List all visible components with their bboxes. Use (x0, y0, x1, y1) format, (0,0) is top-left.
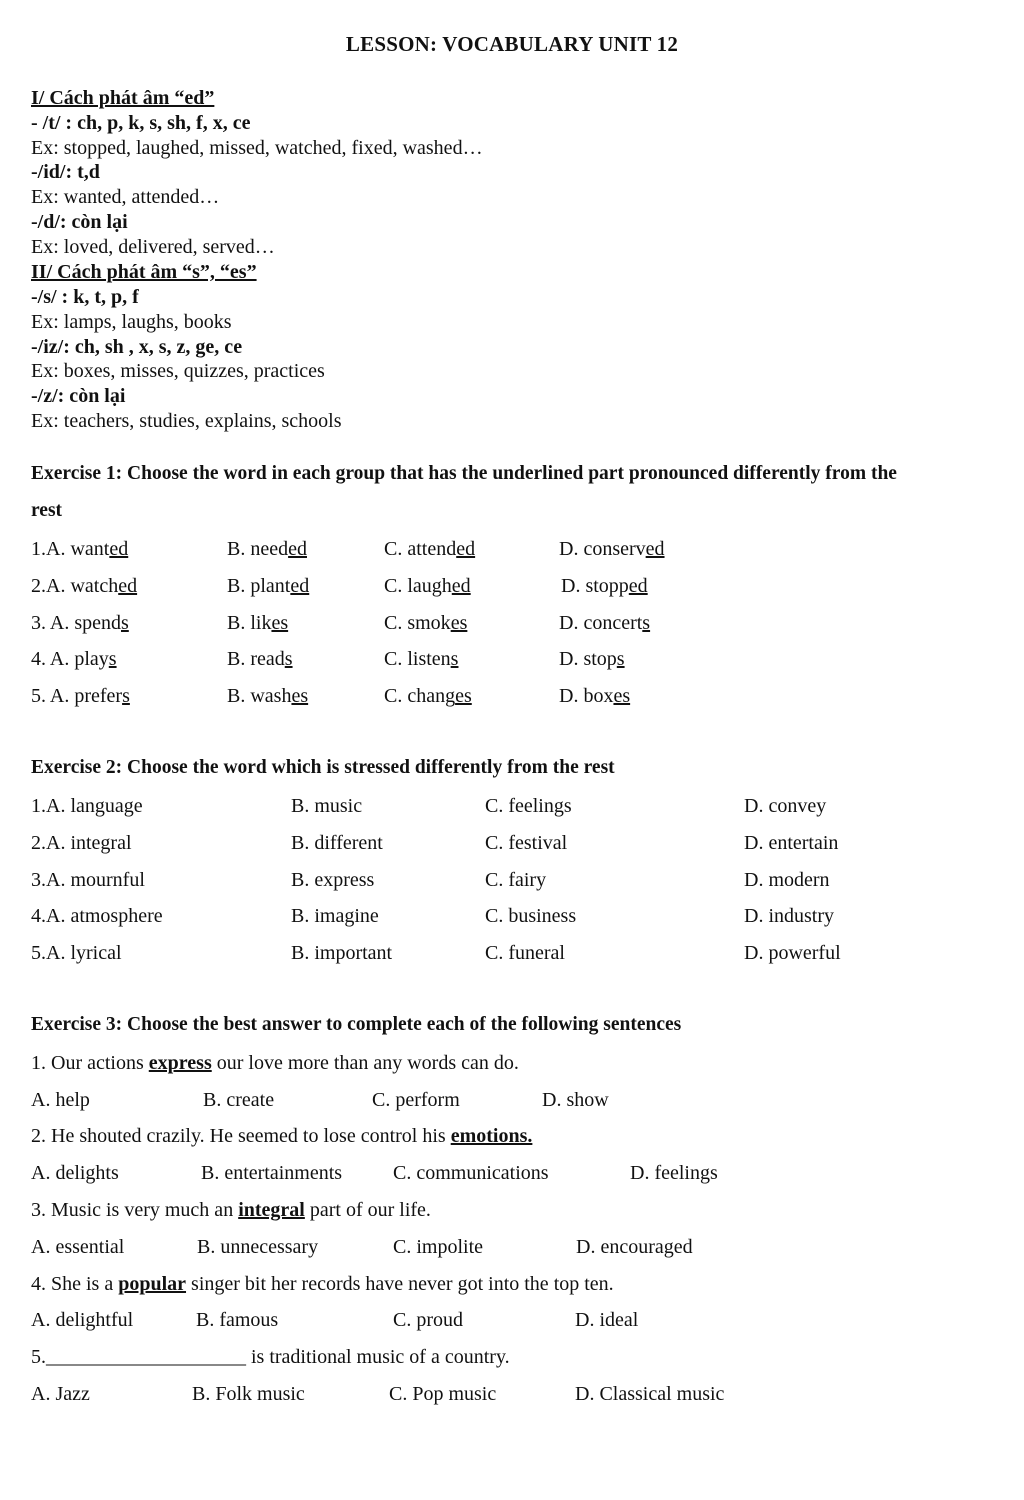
underlined-part: s (284, 648, 293, 671)
ex2-q1-option-d[interactable]: D. convey (744, 795, 827, 817)
underlined-part: es (450, 611, 468, 634)
ex3-q4-option-a[interactable]: A. delightful (31, 1309, 134, 1331)
s-z-label: -/z/: còn lại (31, 385, 126, 407)
question-5-post: is traditional music of a country. (246, 1346, 510, 1368)
question-2-keyword: emotions. (450, 1125, 533, 1147)
question-4-pre: 4. She is a (31, 1273, 119, 1295)
ex3-q3-option-a[interactable]: A. essential (31, 1236, 125, 1258)
exercise1-heading: Exercise 1: Choose the word in each group that has the underlined part pronounced differently from the (31, 463, 897, 484)
ex1-q4-option-a[interactable] (31, 647, 117, 671)
underlined-part: ed (118, 574, 138, 597)
question-5-blank: ____________________ (46, 1346, 246, 1368)
question-2-pre: 2. He shouted crazily. He seemed to lose control his (31, 1125, 451, 1147)
question-2 (31, 1124, 532, 1148)
underlined-part: ed (456, 538, 476, 560)
ex2-q2-option-d[interactable]: D. entertain (744, 831, 839, 854)
option-word: B. need (227, 538, 289, 560)
ex1-q2-option-c[interactable] (384, 574, 471, 598)
ex3-q5-option-b[interactable]: B. Folk music (192, 1383, 305, 1405)
underlined-part: es (613, 685, 631, 708)
ex2-q4-option-d[interactable]: D. industry (744, 905, 834, 928)
ex1-q1-option-a[interactable] (31, 537, 128, 561)
option-word: B. lik (227, 611, 272, 634)
question-3-keyword: integral (238, 1199, 305, 1221)
ex1-q2-option-a[interactable] (31, 574, 137, 598)
ex3-q1-option-d[interactable]: D. show (542, 1089, 609, 1111)
question-3-post: part of our life. (304, 1199, 431, 1221)
ex3-q1-option-c[interactable]: C. perform (372, 1089, 460, 1111)
ex1-q3-option-a[interactable] (31, 611, 129, 635)
option-word: C. listen (384, 648, 451, 671)
underlined-part: s (642, 611, 651, 634)
option-word: B. wash (227, 685, 292, 708)
ex3-q4-option-c[interactable]: C. proud (393, 1309, 463, 1331)
ex2-q3-option-c[interactable]: C. fairy (485, 868, 547, 891)
s-s-example: Ex: lamps, laughs, books (31, 311, 232, 333)
ex3-q4-option-b[interactable]: B. famous (196, 1309, 279, 1331)
ex3-q5-option-c[interactable]: C. Pop music (389, 1383, 497, 1405)
ed-id-label: -/id/: t,d (31, 161, 100, 183)
underlined-part: s (108, 648, 117, 671)
question-1-post: our love more than any words can do. (211, 1052, 519, 1074)
option-word: D. box (559, 685, 614, 708)
ex2-q4-option-a[interactable]: 4.A. atmosphere (31, 905, 163, 928)
ex1-q4-option-d[interactable] (559, 647, 625, 671)
ex1-q1-option-d[interactable] (559, 537, 665, 561)
ex3-q2-option-a[interactable]: A. delights (31, 1162, 119, 1184)
underlined-part: es (271, 611, 289, 634)
question-3 (31, 1198, 431, 1222)
ex1-q4-option-c[interactable] (384, 647, 458, 671)
s-s-label: -/s/ : k, t, p, f (31, 286, 139, 308)
option-word: 3. A. spend (31, 611, 121, 634)
ex3-q2-option-b[interactable]: B. entertainments (201, 1162, 343, 1184)
ex2-q2-option-a[interactable]: 2.A. integral (31, 831, 132, 854)
question-4 (31, 1272, 614, 1296)
underlined-part: ed (288, 538, 307, 560)
ex3-q3-option-b[interactable]: B. unnecessary (197, 1236, 319, 1258)
ex2-q4-option-b[interactable]: B. imagine (291, 905, 379, 928)
option-word: D. conserv (559, 538, 646, 560)
underlined-part: s (122, 685, 130, 708)
ed-d-example: Ex: loved, delivered, served… (31, 236, 275, 258)
ed-id-example: Ex: wanted, attended… (31, 186, 220, 208)
option-word: 4. A. play (31, 648, 109, 671)
ex3-q5-option-d[interactable]: D. Classical music (575, 1383, 725, 1405)
ex1-q4-option-b[interactable] (227, 647, 293, 671)
underlined-part: ed (628, 574, 648, 597)
ex1-q1-option-c[interactable] (384, 537, 475, 561)
ex2-q5-option-b[interactable]: B. important (291, 942, 393, 965)
exercise2-heading: Exercise 2: Choose the word which is stressed differently from the rest (31, 757, 615, 778)
ex2-q1-option-c[interactable]: C. feelings (485, 795, 572, 817)
question-5-pre: 5. (31, 1346, 46, 1368)
ex1-q5-option-b[interactable] (227, 684, 308, 708)
ex3-q1-option-a[interactable]: A. help (31, 1089, 90, 1111)
ex1-q3-option-d[interactable] (559, 611, 650, 635)
s-iz-label: -/iz/: ch, sh , x, s, z, ge, ce (31, 336, 243, 358)
question-4-post: singer bit her records have never got into the top ten. (186, 1273, 614, 1295)
option-word: C. attend (384, 538, 457, 560)
ex1-q1-option-b[interactable] (227, 537, 307, 561)
question-5 (31, 1345, 510, 1369)
underlined-part: ed (451, 574, 471, 597)
option-word: B. plant (227, 574, 291, 597)
underlined-part: ed (645, 538, 665, 560)
ex2-q3-option-d[interactable]: D. modern (744, 868, 830, 891)
underlined-part: ed (290, 574, 310, 597)
ex1-q3-option-b[interactable] (227, 611, 288, 635)
ex2-q2-option-c[interactable]: C. festival (485, 831, 568, 854)
option-word: D. stop (559, 648, 617, 671)
ex3-q4-option-d[interactable]: D. ideal (575, 1309, 639, 1331)
question-1-keyword: express (148, 1052, 212, 1074)
ex1-q5-option-c[interactable] (384, 684, 472, 708)
option-word: 2.A. watch (31, 574, 119, 597)
exercise1-heading-cont: rest (31, 500, 63, 521)
ex2-q3-option-b[interactable]: B. express (291, 868, 375, 891)
option-word: D. stopp (561, 574, 629, 597)
ex1-q3-option-c[interactable] (384, 611, 467, 635)
ex1-q2-option-d[interactable] (561, 574, 648, 598)
ex2-q1-option-b[interactable]: B. music (291, 795, 363, 817)
ex3-q3-option-d[interactable]: D. encouraged (576, 1236, 693, 1258)
s-heading: II/ Cách phát âm “s”, “es” (31, 261, 257, 283)
ex1-q5-option-a[interactable] (31, 684, 130, 708)
underlined-part: s (616, 648, 625, 671)
option-word: 1.A. want (31, 538, 110, 560)
option-word: C. laugh (384, 574, 452, 597)
ex2-q4-option-c[interactable]: C. business (485, 905, 577, 928)
ex1-q5-option-d[interactable] (559, 684, 630, 708)
ed-t-example: Ex: stopped, laughed, missed, watched, fixed, washed… (31, 137, 483, 159)
underlined-part: es (291, 685, 309, 708)
option-word: D. concert (559, 611, 643, 634)
exercise3-heading: Exercise 3: Choose the best answer to complete each of the following sentences (31, 1014, 682, 1035)
page-title: LESSON: VOCABULARY UNIT 12 (345, 32, 679, 56)
ex3-q2-option-c[interactable]: C. communications (393, 1162, 549, 1184)
s-iz-example: Ex: boxes, misses, quizzes, practices (31, 360, 325, 382)
question-3-pre: 3. Music is very much an (31, 1199, 239, 1221)
question-1 (31, 1051, 519, 1075)
option-word: 5. A. prefer (31, 685, 123, 708)
ex2-q5-option-d[interactable]: D. powerful (744, 942, 841, 965)
question-1-pre: 1. Our actions (31, 1052, 149, 1074)
ex2-q5-option-a[interactable]: 5.A. lyrical (31, 942, 122, 965)
underlined-part: es (455, 685, 472, 708)
ex2-q2-option-b[interactable]: B. different (291, 831, 383, 854)
s-z-example: Ex: teachers, studies, explains, schools (31, 410, 342, 432)
ex1-q2-option-b[interactable] (227, 574, 309, 598)
option-word: C. chang (384, 685, 456, 708)
underlined-part: s (121, 611, 129, 634)
ex3-q2-option-d[interactable]: D. feelings (630, 1162, 718, 1184)
ed-t-label: - /t/ : ch, p, k, s, sh, f, x, ce (31, 112, 251, 134)
ex2-q1-option-a[interactable]: 1.A. language (31, 795, 143, 817)
ed-heading: I/ Cách phát âm “ed” (31, 87, 215, 109)
ex2-q5-option-c[interactable]: C. funeral (485, 942, 565, 965)
question-4-keyword: popular (118, 1273, 187, 1295)
underlined-part: s (450, 648, 459, 671)
ex3-q1-option-b[interactable]: B. create (203, 1089, 275, 1111)
ex3-q3-option-c[interactable]: C. impolite (393, 1236, 483, 1258)
option-word: B. read (227, 648, 285, 671)
underlined-part: ed (109, 538, 129, 560)
ex2-q3-option-a[interactable]: 3.A. mournful (31, 868, 145, 891)
ed-d-label: -/d/: còn lại (31, 211, 128, 233)
option-word: C. smok (384, 611, 451, 634)
ex3-q5-option-a[interactable]: A. Jazz (31, 1383, 90, 1405)
